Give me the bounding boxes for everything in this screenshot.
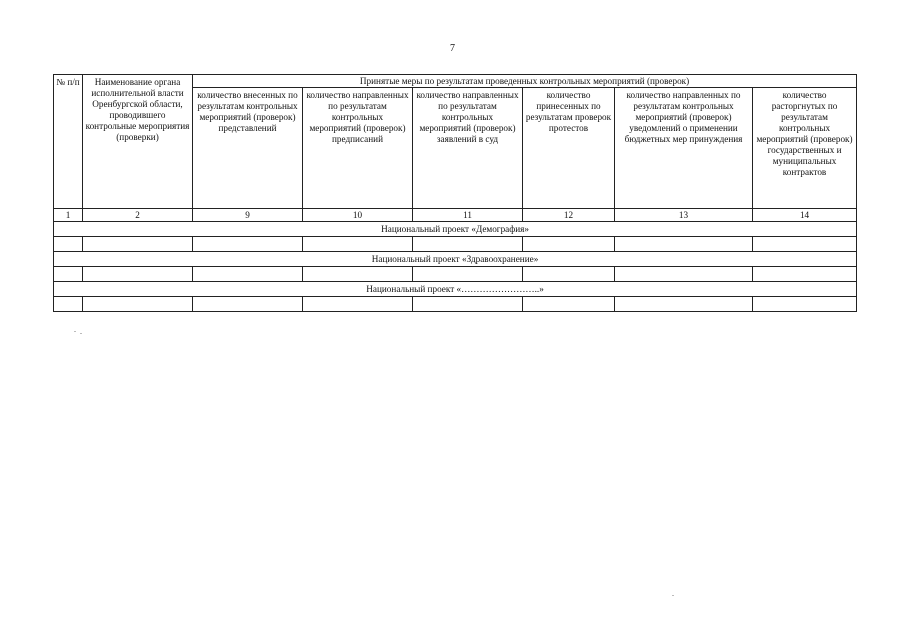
table-cell (615, 297, 753, 312)
section-row-demography (54, 222, 857, 237)
section-row-other-project (54, 282, 857, 297)
column-number: 1 (54, 209, 83, 222)
col-header-terminated-contracts: количество расторгнутых по результатам контрольных мероприятий (проверок) государственных и муниципальных контрактов (753, 88, 857, 209)
measures-table (53, 74, 857, 312)
column-number: 9 (193, 209, 303, 222)
col-header-representations: количество внесенных по результатам контрольных мероприятий (проверок) представлений (193, 88, 303, 209)
table-cell (753, 297, 857, 312)
scan-speck (80, 333, 82, 334)
table-cell (193, 297, 303, 312)
table-cell (523, 297, 615, 312)
scan-speck (672, 595, 674, 596)
column-number-row (54, 209, 857, 222)
column-number: 14 (753, 209, 857, 222)
section-title: Национальный проект «Демография» (54, 222, 857, 237)
column-number: 2 (83, 209, 193, 222)
table-cell (413, 267, 523, 282)
col-header-court-claims: количество направленных по результатам контрольных мероприятий (проверок) заявлений в суд (413, 88, 523, 209)
table-cell (83, 297, 193, 312)
table-row (54, 267, 857, 282)
col-header-number: № п/п (54, 75, 83, 209)
table-cell (413, 237, 523, 252)
col-header-protests: количество принесенных по результатам проверок протестов (523, 88, 615, 209)
col-header-group: Принятые меры по результатам проведенных контрольных мероприятий (проверок) (193, 75, 857, 88)
table-cell (193, 237, 303, 252)
table-cell (523, 267, 615, 282)
column-number: 10 (303, 209, 413, 222)
column-number: 13 (615, 209, 753, 222)
column-number: 11 (413, 209, 523, 222)
table-cell (193, 267, 303, 282)
section-row-healthcare (54, 252, 857, 267)
table-cell (54, 267, 83, 282)
table-cell (753, 237, 857, 252)
table-cell (615, 267, 753, 282)
table-cell (54, 297, 83, 312)
table-row (54, 237, 857, 252)
column-number: 12 (523, 209, 615, 222)
header-row (54, 75, 857, 88)
table-cell (83, 267, 193, 282)
table-cell (83, 237, 193, 252)
table-cell (523, 237, 615, 252)
table-cell (303, 297, 413, 312)
table-row (54, 297, 857, 312)
page-number: 7 (450, 43, 455, 54)
col-header-budget-notices: количество направленных по результатам контрольных мероприятий (проверок) уведомлений о применении бюджетных мер принуждения (615, 88, 753, 209)
table-cell (615, 237, 753, 252)
col-header-organ: Наименование органа исполнительной власти Оренбургской области, проводившего контрольные мероприятия (проверки) (83, 75, 193, 209)
section-title: Национальный проект «……………………..» (54, 282, 857, 297)
col-header-orders: количество направленных по результатам контрольных мероприятий (проверок) предписаний (303, 88, 413, 209)
table-cell (303, 237, 413, 252)
table-cell (303, 267, 413, 282)
table-cell (54, 237, 83, 252)
table-cell (753, 267, 857, 282)
scan-speck (74, 331, 76, 332)
table-cell (413, 297, 523, 312)
section-title: Национальный проект «Здравоохранение» (54, 252, 857, 267)
